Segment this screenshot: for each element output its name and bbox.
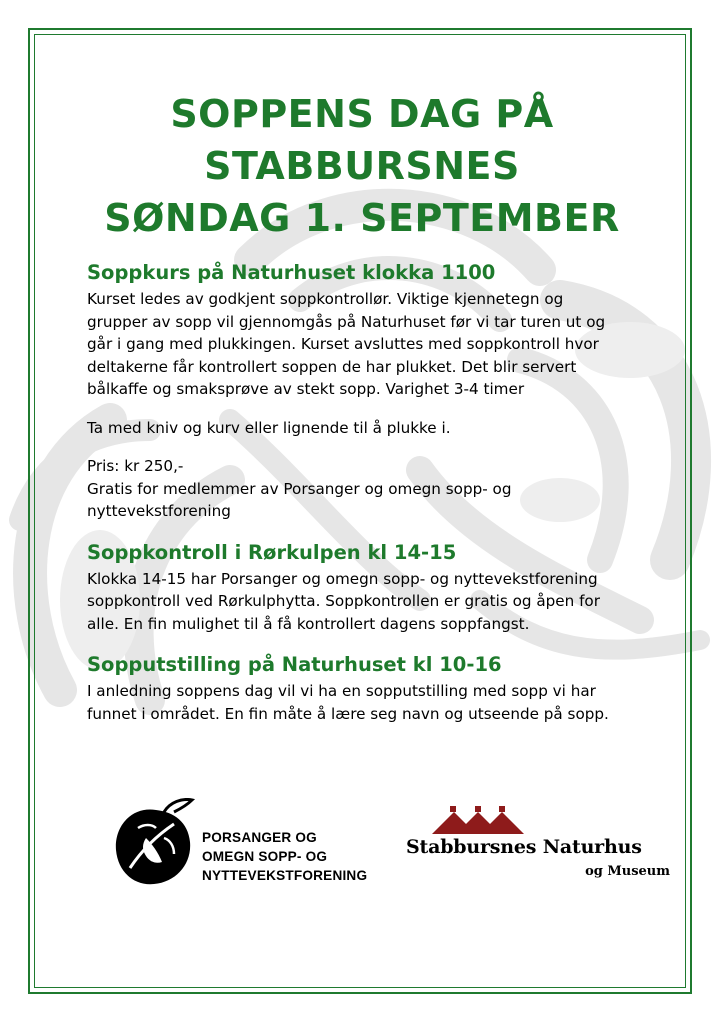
control-heading: Soppkontroll i Rørkulpen kl 14-15 <box>87 540 457 564</box>
course-text-line: går i gang med plukkingen. Kurset avsluttes med soppkontroll hvor <box>87 335 599 353</box>
title-line-1: SOPPENS DAG PÅ <box>170 92 554 136</box>
control-text-line: alle. En fin mulighet til å få kontrollert dagens soppfangst. <box>87 614 530 633</box>
course-text-line: deltakerne får kontrollert soppen de har plukket. Det blir servert <box>87 357 577 376</box>
control-text-line: Klokka 14-15 har Porsanger og omegn sopp- og nyttevekstforening <box>87 569 598 588</box>
course-text-line: grupper av sopp vil gjennomgås på Naturhuset før vi tar turen ut og <box>87 312 606 331</box>
title-line-3: SØNDAG 1. SEPTEMBER <box>104 196 620 240</box>
price-text: Pris: kr 250,- <box>87 457 184 475</box>
course-heading: Soppkurs på Naturhuset klokka 1100 <box>87 261 496 284</box>
title-line-2: STABBURSNES <box>204 144 520 188</box>
page-title <box>60 88 664 244</box>
naturhus-logo <box>404 806 674 890</box>
course-text-line: Kurset ledes av godkjent soppkontrollør. Viktige kjennetegn og <box>87 290 564 308</box>
logo-org-line-3: NYTTEVEKSTFORENING <box>202 868 368 883</box>
red-roofs-logo-icon <box>432 806 524 836</box>
exhibition-text-line: funnet i området. En fin måte å lære seg navn og utseende på sopp. <box>87 704 609 723</box>
content-body <box>87 258 647 725</box>
exhibition-heading: Sopputstilling på Naturhuset kl 10-16 <box>87 653 502 676</box>
free-members-line: Gratis for medlemmer av Porsanger og omegn sopp- og <box>87 479 512 498</box>
leaf-mushroom-logo-icon <box>112 798 196 890</box>
logo-org-line-2: OMEGN SOPP- OG <box>202 849 328 864</box>
naturhus-subtitle: og Museum <box>585 864 670 879</box>
bring-text: Ta med kniv og kurv eller lignende til å plukke i. <box>87 418 451 437</box>
naturhus-name: Stabbursnes Naturhus <box>406 836 642 858</box>
free-members-line: nyttevekstforening <box>87 502 231 520</box>
course-text-line: bålkaffe og smaksprøve av stekt sopp. Varighet 3-4 timer <box>87 380 525 398</box>
logo-org-line-1: PORSANGER OG <box>202 830 317 845</box>
control-text-line: soppkontroll ved Rørkulphytta. Soppkontrollen er gratis og åpen for <box>87 592 600 610</box>
exhibition-text-line: I anledning soppens dag vil vi ha en sopputstilling med sopp vi har <box>87 682 596 700</box>
porsanger-logo <box>112 798 402 898</box>
